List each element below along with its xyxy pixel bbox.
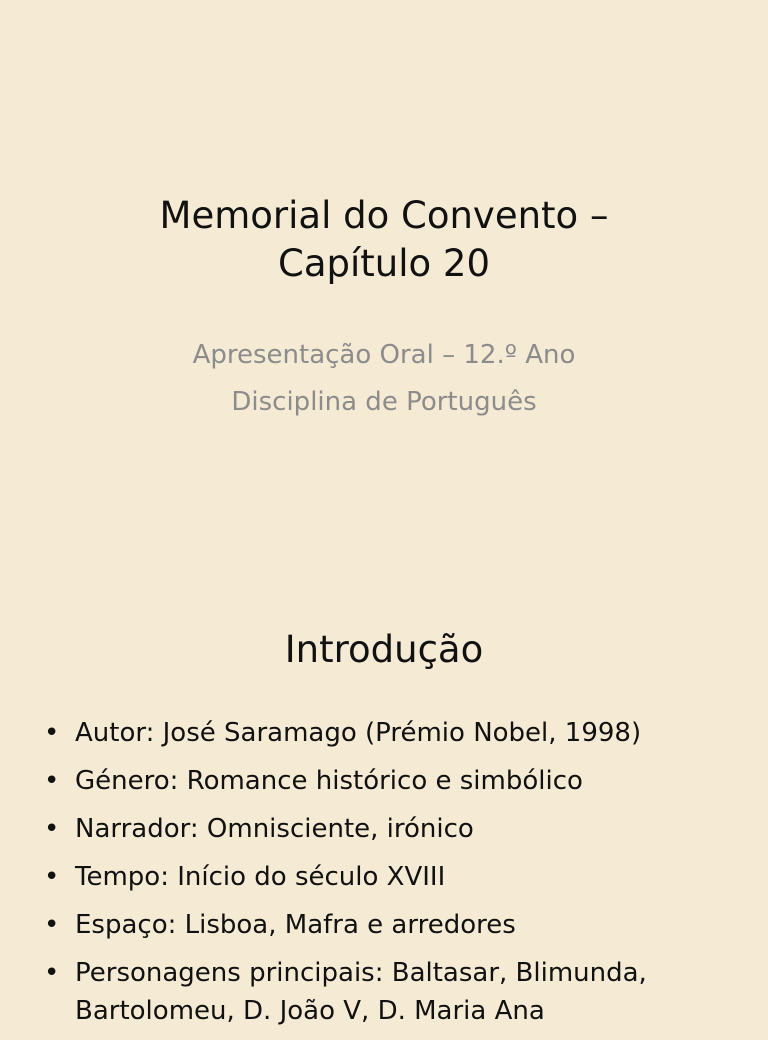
- bullet-text: Narrador: Omnisciente, irónico: [75, 814, 474, 844]
- bullet-item-narrator: [0, 810, 768, 848]
- title-line-1: Memorial do Convento –: [159, 194, 609, 237]
- intro-bullet-list: [0, 714, 768, 1040]
- title-line-2: Capítulo 20: [278, 242, 490, 285]
- bullet-text: Género: Romance histórico e simbólico: [75, 766, 583, 796]
- bullet-text: Personagens principais: Baltasar, Blimunda, Bartolomeu, D. João V, D. Maria Ana: [75, 958, 647, 1026]
- bullet-dot-icon: •: [44, 718, 60, 748]
- bullet-dot-icon: •: [44, 766, 60, 796]
- bullet-item-characters: [0, 954, 768, 1030]
- subtitle-line-2: Disciplina de Português: [231, 387, 537, 417]
- subtitle-line-1: Apresentação Oral – 12.º Ano: [192, 340, 576, 370]
- bullet-item-space: [0, 906, 768, 944]
- intro-slide: [0, 576, 768, 1024]
- bullet-text: Autor: José Saramago (Prémio Nobel, 1998): [75, 718, 642, 748]
- bullet-dot-icon: •: [44, 958, 60, 988]
- bullet-dot-icon: •: [44, 814, 60, 844]
- bullet-item-time: [0, 858, 768, 896]
- intro-heading: Introdução: [284, 628, 484, 671]
- bullet-text: Espaço: Lisboa, Mafra e arredores: [75, 910, 516, 940]
- bullet-item-author: [0, 714, 768, 752]
- bullet-text: Tempo: Início do século XVIII: [75, 862, 446, 892]
- presentation-subtitle: [40, 332, 728, 426]
- bullet-dot-icon: •: [44, 862, 60, 892]
- bullet-dot-icon: •: [44, 910, 60, 940]
- bullet-item-genre: [0, 762, 768, 800]
- presentation-title: [40, 192, 728, 288]
